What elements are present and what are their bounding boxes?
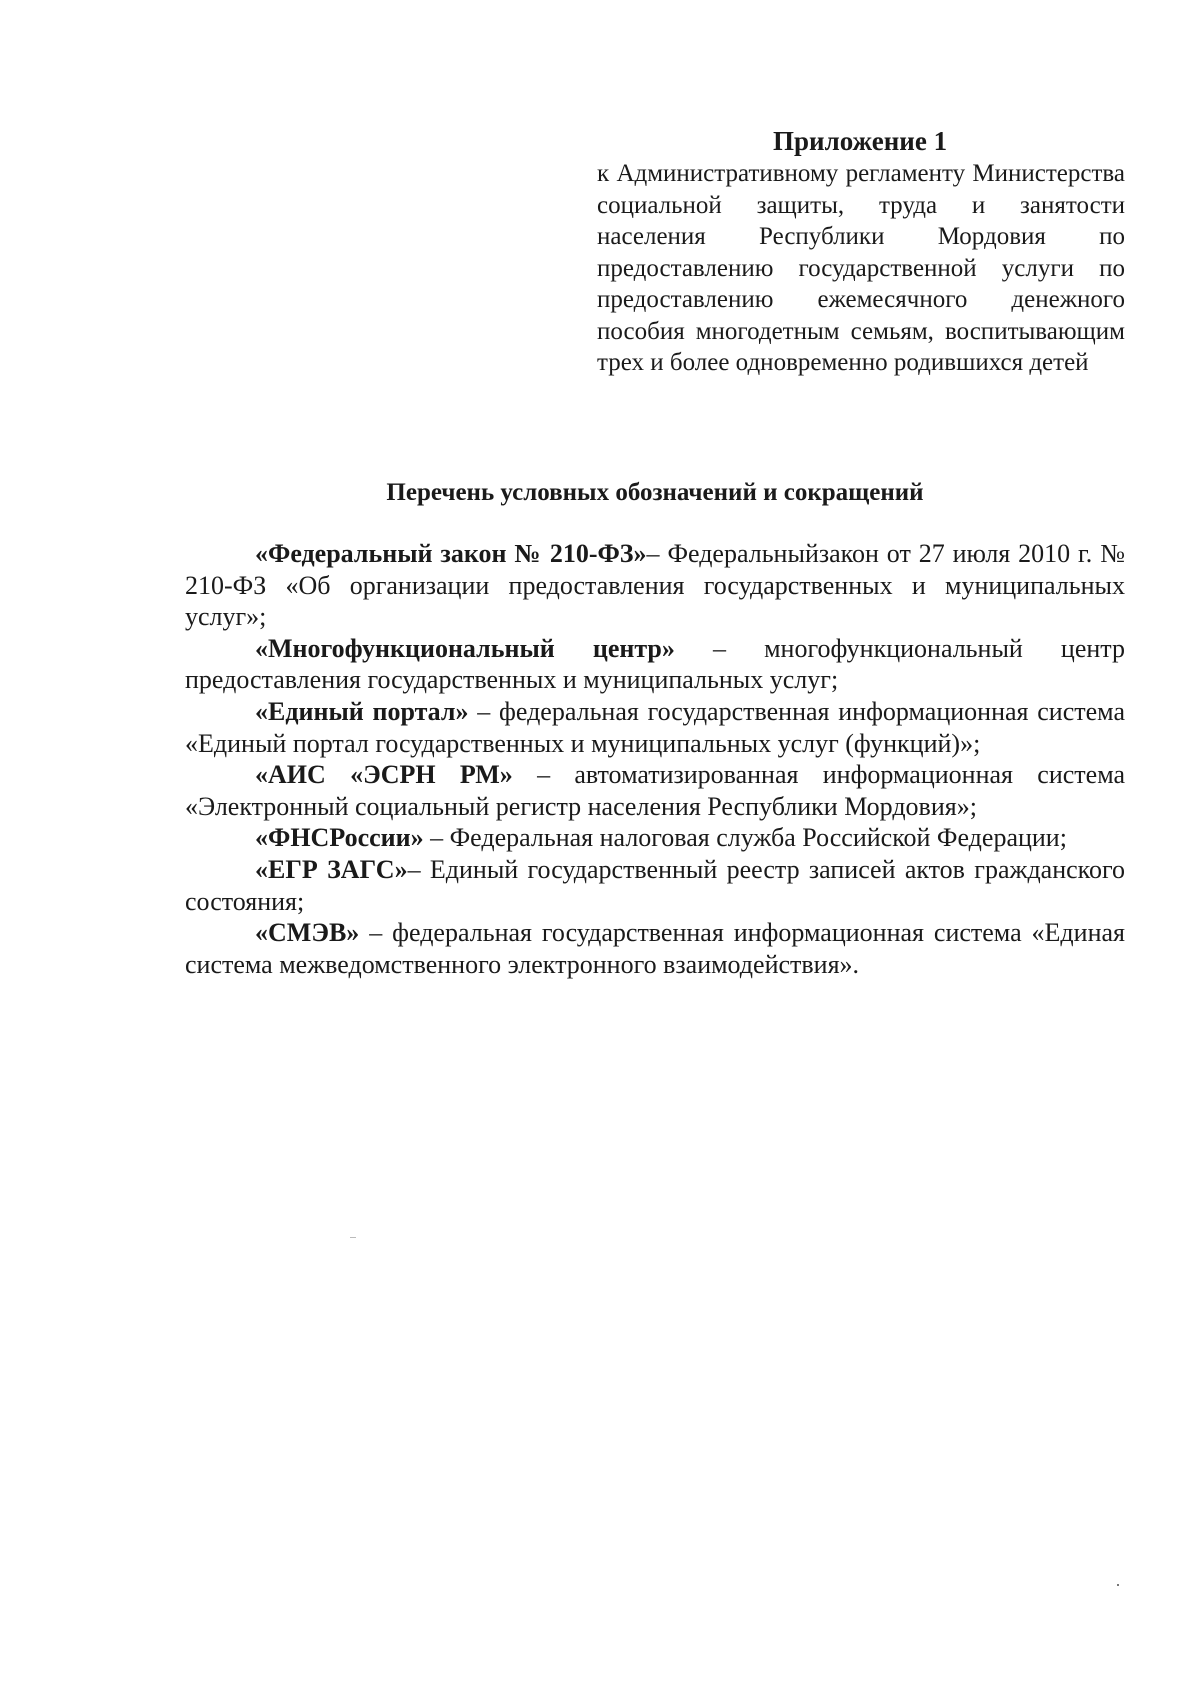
abbreviation-term: «Многофункциональный центр»: [255, 633, 675, 663]
abbreviation-definition: – Федеральныйзакон от 27 июля 2010 г. № 210-ФЗ «Об организации предоставления государственных и муниципальных услуг»;: [185, 539, 1126, 632]
abbreviation-definition: – федеральная государственная информационная система «Единый портал государственных и муниципальных услуг (функций)»;: [185, 696, 1125, 758]
abbreviation-item: [185, 854, 1125, 917]
abbreviation-item: [185, 696, 1125, 759]
abbreviation-definition: – федеральная государственная информационная система «Единая система межведомственного электронного взаимодействия».: [185, 918, 1125, 979]
document-title: Перечень условных обозначений и сокращений: [386, 479, 924, 506]
abbreviation-item: [185, 633, 1125, 696]
appendix-description: к Административному регламенту Министерства социальной защиты, труда и занятости населения Республики Мордовия по предоставлению государственной услуги по предоставлению ежемесячного денежного пособия многодетным семьям, воспитывающим трех и более одновременно родившихся детей: [597, 160, 1125, 376]
abbreviation-definition: – Единый государственный реестр записей актов гражданского состояния;: [185, 854, 1125, 916]
abbreviation-item: [185, 822, 1125, 854]
abbreviation-definition: – автоматизированная информационная система «Электронный социальный регистр населения Республики Мордовия»;: [185, 760, 1126, 821]
scan-speck: [350, 1237, 356, 1238]
appendix-title: Приложение 1: [773, 126, 948, 156]
abbreviation-term: «ЕГР ЗАГС»: [255, 854, 408, 884]
abbreviation-term: «АИС «ЭСРН РМ»: [255, 760, 513, 790]
abbreviation-definition: – Федеральная налоговая служба Российской Федерации;: [423, 823, 1067, 853]
abbreviation-term: «Единый портал»: [255, 696, 469, 726]
abbreviation-definition: – многофункциональный центр предоставления государственных и муниципальных услуг;: [185, 633, 1125, 695]
appendix-header: [597, 124, 1125, 379]
abbreviation-item: [185, 538, 1125, 633]
abbreviation-term: «ФНСРоссии»: [255, 823, 424, 853]
abbreviation-item: [185, 917, 1125, 980]
abbreviation-list: [185, 538, 1125, 980]
abbreviation-term: «СМЭВ»: [255, 918, 360, 948]
scan-speck: [1117, 1584, 1119, 1586]
abbreviation-item: [185, 759, 1125, 822]
abbreviation-term: «Федеральный закон № 210-ФЗ»: [255, 539, 647, 568]
